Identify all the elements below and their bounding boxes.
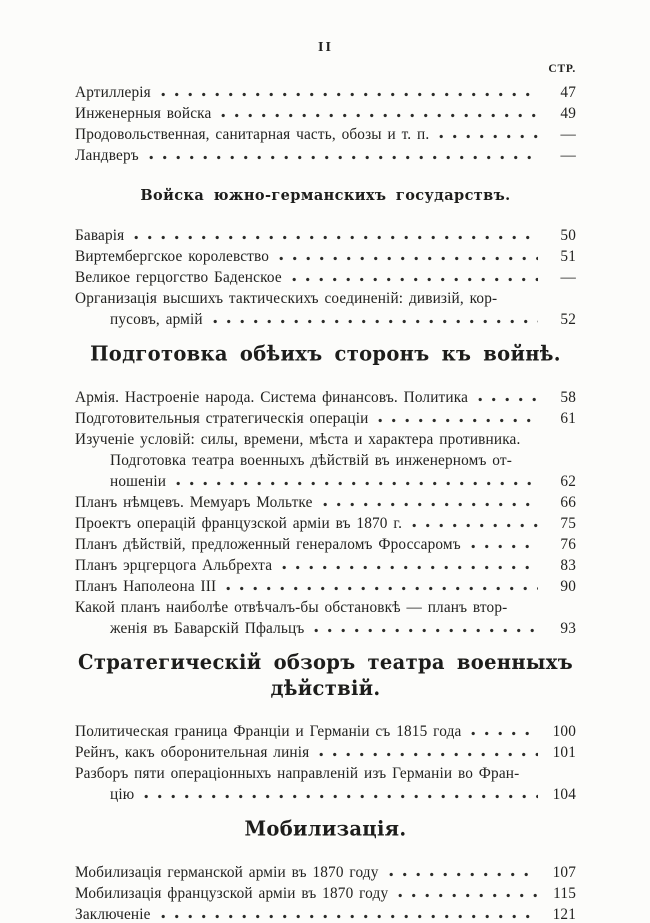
dot-leader [279,256,538,261]
toc-entry [75,492,576,513]
toc-entry-title: Ландверъ [75,147,139,164]
toc-entry-page: 104 [552,786,576,803]
toc-section-rows [75,721,576,805]
toc-section-rows [75,82,576,166]
dot-leader [134,235,538,240]
toc-entry [75,862,576,883]
toc-entry [75,387,576,408]
toc-entry-page: 62 [560,473,576,490]
toc-entry [75,408,576,429]
dot-leader [319,752,538,757]
toc-entry-page: 115 [553,885,576,902]
toc-entry [75,763,576,784]
toc-entry [75,534,576,555]
toc-entry [75,883,576,904]
toc-entry-title: Проектъ операцій французской арміи въ 1870 г. [75,515,403,532]
dot-leader [149,155,538,160]
toc-entry [75,742,576,763]
page-column-header: СТР. [548,63,576,75]
dot-leader [292,277,538,282]
toc-entry-title: Подготовка театра военныхъ дѣйствій въ инженерномъ от- [110,452,512,469]
toc-entry [75,288,576,309]
toc-entry [75,225,576,246]
toc-entry-title: Великое герцогство Баденское [75,269,282,286]
toc-entry [75,124,576,145]
toc-entry [75,246,576,267]
toc-section-rows [75,387,576,639]
toc-entry-title: цію [110,786,135,803]
dot-leader [378,418,538,423]
toc-entry [75,555,576,576]
toc-entry-title: Мобилизація германской арміи въ 1870 году [75,864,379,881]
toc-entry-title: Армія. Настроеніе народа. Система финансовъ. Политика [75,389,469,406]
toc-entry-title: Какой планъ наиболѣе отвѣчалъ-бы обстановкѣ — планъ втор- [75,599,508,616]
toc-entry-title: Подготовительныя стратегическія операціи [75,410,369,427]
toc-entry-title: Заключеніе [75,906,151,923]
toc-entry-page: 51 [560,248,576,265]
dot-leader [314,628,538,633]
dot-leader [221,113,538,118]
toc-entry-page: 100 [552,723,576,740]
toc-entry-title: Мобилизація французской арміи въ 1870 году [75,885,389,902]
toc-entry-title: Планъ эрцгерцога Альбрехта [75,557,273,574]
toc-entry-title: Артиллерія [75,84,151,101]
toc-section-rows [75,225,576,330]
toc-entry-title: ношеніи [110,473,167,490]
dot-leader [471,731,538,736]
toc-section-rows [75,862,576,923]
toc-entry [75,429,576,450]
dot-leader [389,872,538,877]
toc-entry-page: 52 [560,311,576,328]
dot-leader [161,914,538,919]
toc-entry [75,576,576,597]
section-heading: Подготовка обѣихъ сторонъ къ войнѣ. [90,341,561,366]
toc-entry-title: Рейнъ, какъ оборонительная линія [75,744,310,761]
dot-leader [226,586,538,591]
toc-entry-page: 66 [560,494,576,511]
section-heading: Войска южно-германскихъ государствъ. [140,187,511,204]
toc-entry-title: Баварія [75,227,125,244]
dot-leader [323,502,538,507]
toc-entry-page: — [560,147,576,164]
toc-entry [75,904,576,923]
toc-entry-title: Планъ дѣйствій, предложенный генераломъ Фроссаромъ [75,536,461,553]
toc-section [75,82,576,166]
toc-entry-page: — [560,269,576,286]
toc-entry-page: 50 [560,227,576,244]
dot-leader [282,565,538,570]
dot-leader [398,893,538,898]
toc-entry-title: Организація высшихъ тактическихъ соединеній: дивизій, кор- [75,290,498,307]
dot-leader [439,134,538,139]
toc-entry [75,103,576,124]
toc-entry [75,82,576,103]
table-of-contents [75,82,576,923]
toc-entry-page: 90 [560,578,576,595]
toc-entry-title: Продовольственная, санитарная часть, обозы и т. п. [75,126,430,143]
dot-leader [144,794,538,799]
toc-entry-page: 58 [560,389,576,406]
toc-entry-title: Разборъ пяти операціонныхъ направленій изъ Германіи во Фран- [75,765,520,782]
toc-section [75,341,576,639]
dot-leader [176,481,538,486]
toc-entry-title: женія въ Баварскій Пфальцъ [110,620,305,637]
toc-entry-title: Инженерныя войска [75,105,212,122]
toc-entry [75,513,576,534]
toc-entry-page: 121 [552,906,576,923]
toc-entry-page: 107 [552,864,576,881]
toc-entry-page: 49 [560,105,576,122]
toc-entry [75,267,576,288]
dot-leader [478,397,538,402]
toc-entry-title: Изученіе условій: силы, времени, мѣста и характера противника. [75,431,521,448]
dot-leader [161,92,538,97]
section-heading: Стратегическій обзоръ театра военныхъ дѣйствій. [78,650,573,700]
toc-section [75,188,576,330]
toc-section [75,650,576,805]
toc-entry-title: Политическая граница Франціи и Германіи съ 1815 года [75,723,462,740]
toc-entry-page: 61 [560,410,576,427]
dot-leader [213,319,538,324]
toc-entry-page: 101 [552,744,576,761]
toc-entry-page: 75 [560,515,576,532]
folio-page-number: II [318,40,333,55]
toc-entry [75,721,576,742]
toc-entry [75,450,576,471]
toc-entry-title: Виртембергское королевство [75,248,270,265]
toc-entry [75,618,576,639]
toc-entry-page: 83 [560,557,576,574]
toc-entry-page: — [560,126,576,143]
dot-leader [412,523,538,528]
toc-entry [75,309,576,330]
dot-leader [471,544,538,549]
toc-entry [75,471,576,492]
toc-entry [75,597,576,618]
toc-entry-page: 76 [560,536,576,553]
toc-entry-title: Планъ нѣмцевъ. Мемуаръ Мольтке [75,494,313,511]
toc-entry-page: 93 [560,620,576,637]
toc-entry [75,784,576,805]
toc-entry-title: Планъ Наполеона III [75,578,217,595]
toc-section [75,816,576,923]
section-heading: Мобилизація. [244,816,407,841]
toc-entry-title: пусовъ, армій [110,311,203,328]
toc-entry [75,145,576,166]
toc-entry-page: 47 [560,84,576,101]
